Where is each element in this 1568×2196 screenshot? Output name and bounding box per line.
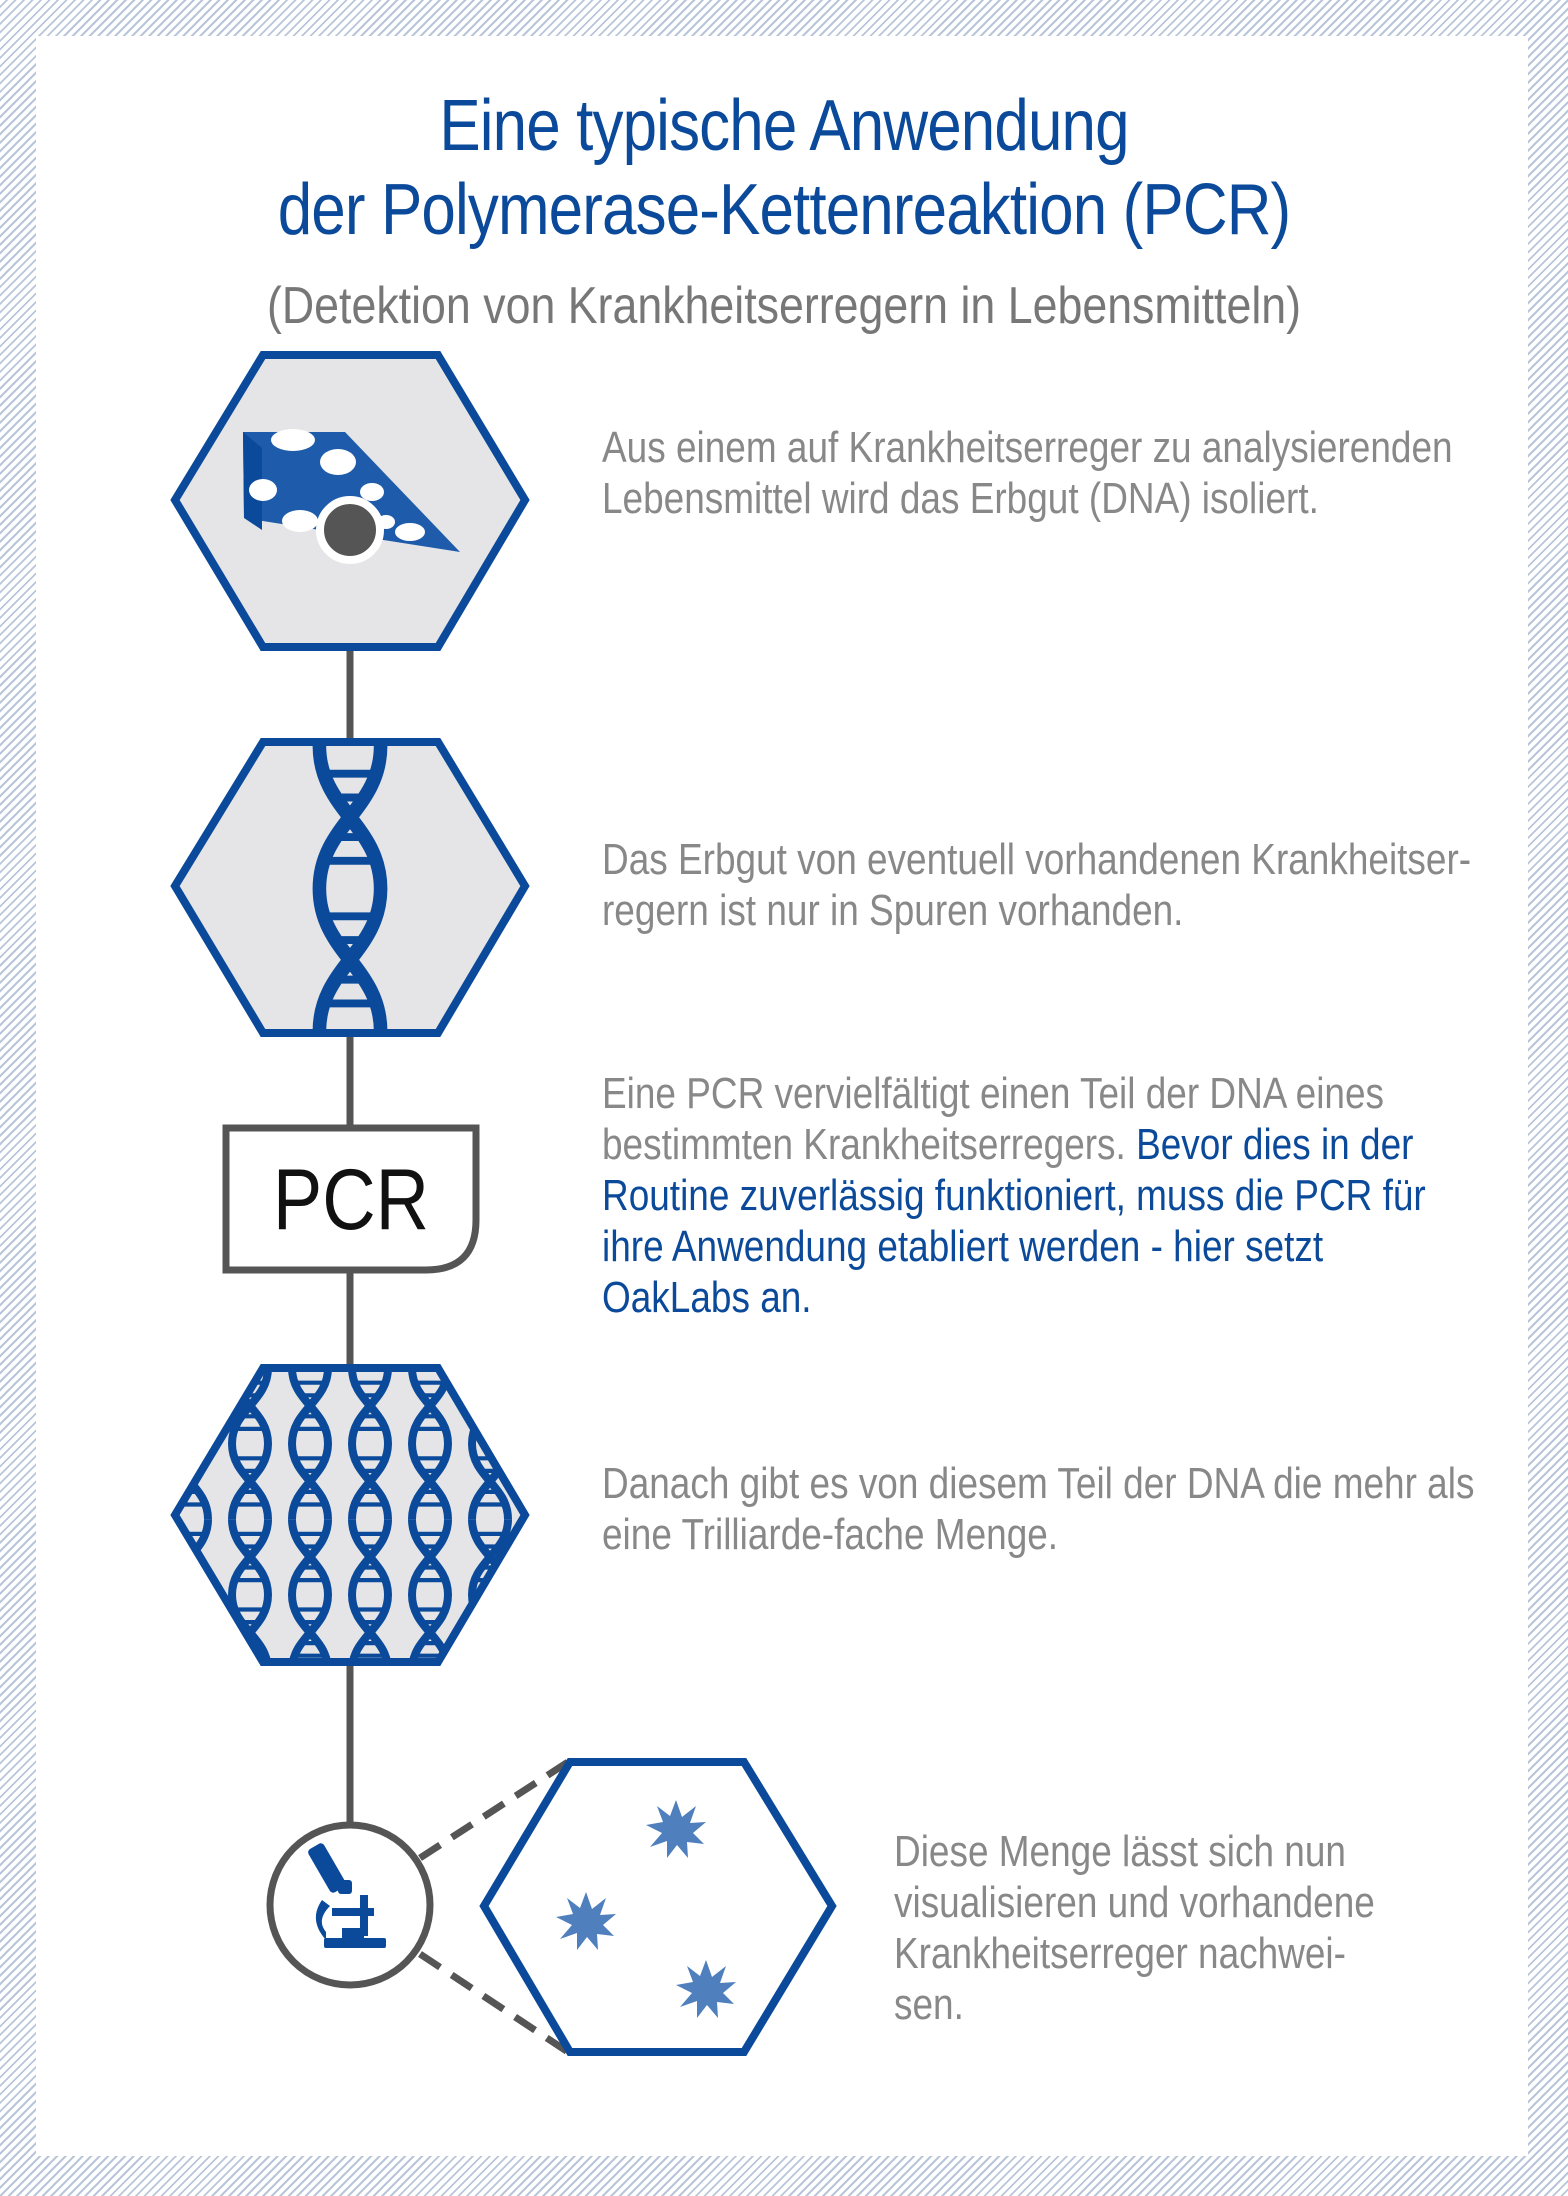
step-2-line-1: Das Erbgut von eventuell vorhandenen Krankheitser- [602,835,1472,884]
microscope-icon [270,1825,430,1985]
step-4-line-2: eine Trilliarde-fache Menge. [602,1510,1059,1559]
step-3-line-2-grey: bestimmten Krankheitserregers. [602,1120,1137,1169]
step-1-line-1: Aus einem auf Krankheitserreger zu analysierenden [602,423,1453,472]
dna-pattern-icon [172,1368,525,1670]
step-5-line-4: sen. [894,1980,964,2029]
step-5-line-1: Diese Menge lässt sich nun [894,1827,1346,1876]
title-line-2: der Polymerase-Kettenreaktion (PCR) [277,170,1291,250]
step-4-text [602,1458,1474,1560]
step-1-line-2: Lebensmittel wird das Erbgut (DNA) isoliert. [602,474,1319,523]
pcr-label: PCR [272,1152,430,1248]
step-2-text [602,834,1471,936]
cheese-icon [175,355,525,647]
pathogen-hexagon [484,1762,832,2052]
step-5-line-3: Krankheitserreger nachwei- [894,1929,1346,1978]
step-5-line-2: visualisieren und vorhandene [894,1878,1375,1927]
step-3-line-2 [602,1119,1426,1170]
title-line-1: Eine typische Anwendung [439,86,1129,166]
step-3-text [602,1068,1426,1323]
step-3-line-3: Routine zuverlässig funktioniert, muss die PCR für [602,1171,1426,1220]
subtitle: (Detektion von Krankheitserregern in Lebensmitteln) [266,277,1302,335]
step-4-line-1: Danach gibt es von diesem Teil der DNA die mehr als [602,1459,1475,1508]
step-2-line-2: regern ist nur in Spuren vorhanden. [602,886,1184,935]
step-3-line-2-blue: Bevor dies in der [1136,1120,1414,1169]
step-1-text [602,422,1453,524]
step-3-line-5: OakLabs an. [602,1273,812,1322]
dna-icon [175,742,525,1033]
step-3-line-1: Eine PCR vervielfältigt einen Teil der DNA eines [602,1069,1385,1118]
step-3-line-4: ihre Anwendung etabliert werden - hier setzt [602,1222,1324,1271]
step-5-text [894,1826,1375,2030]
